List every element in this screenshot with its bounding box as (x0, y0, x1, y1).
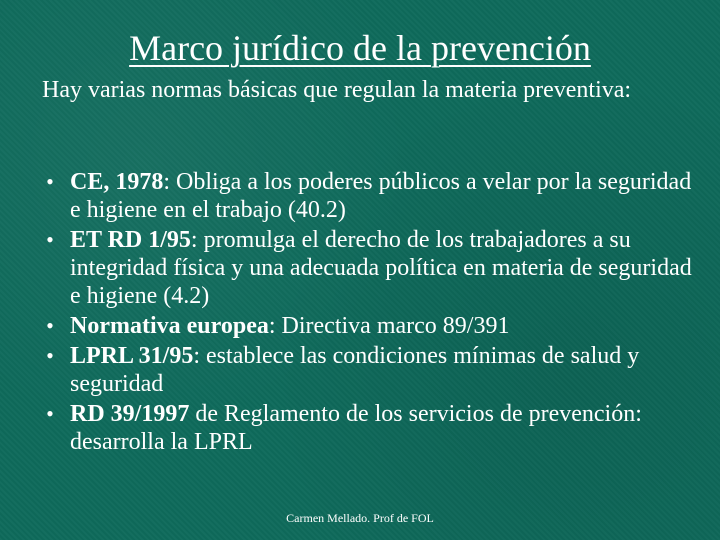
bullet-text: : Obliga a los poderes públicos a velar por la seguridad e higiene en el trabajo (40.2) (70, 169, 692, 223)
bullet-marker: • (46, 313, 54, 338)
bullet-marker: • (46, 227, 54, 252)
bullet-item-et-rd-1-95 (42, 226, 692, 310)
bullet-list (42, 168, 692, 458)
bullet-marker: • (46, 169, 54, 194)
bullet-bold-label: ET RD 1/95 (70, 227, 191, 253)
bullet-marker: • (46, 401, 54, 426)
bullet-item-ce-1978 (42, 168, 692, 224)
bullet-text: : Directiva marco 89/391 (268, 313, 510, 339)
slide-title: Marco jurídico de la prevención (129, 28, 591, 68)
bullet-bold-label: CE, 1978 (70, 169, 164, 195)
bullet-bold-label: LPRL 31/95 (70, 343, 194, 369)
bullet-bold-label: Normativa europea (70, 313, 269, 339)
bullet-bold-label: RD 39/1997 (70, 401, 190, 427)
bullet-text: : promulga el derecho de los trabajadores a su integridad física y una adecuada política en materia de seguridad e higiene (4.2) (70, 227, 692, 309)
bullet-item-rd-39-1997 (42, 400, 692, 456)
bullet-text: de Reglamento de los servicios de prevención: desarrolla la LPRL (70, 401, 642, 455)
bullet-text: : establece las condiciones mínimas de salud y seguridad (70, 343, 640, 397)
bullet-item-lprl-31-95 (42, 342, 692, 398)
intro-text: Hay varias normas básicas que regulan la materia preventiva: (42, 77, 632, 103)
bullet-marker: • (46, 343, 54, 368)
bullet-item-normativa-europea (42, 312, 692, 340)
footer-author: Carmen Mellado. Prof de FOL (286, 511, 434, 525)
